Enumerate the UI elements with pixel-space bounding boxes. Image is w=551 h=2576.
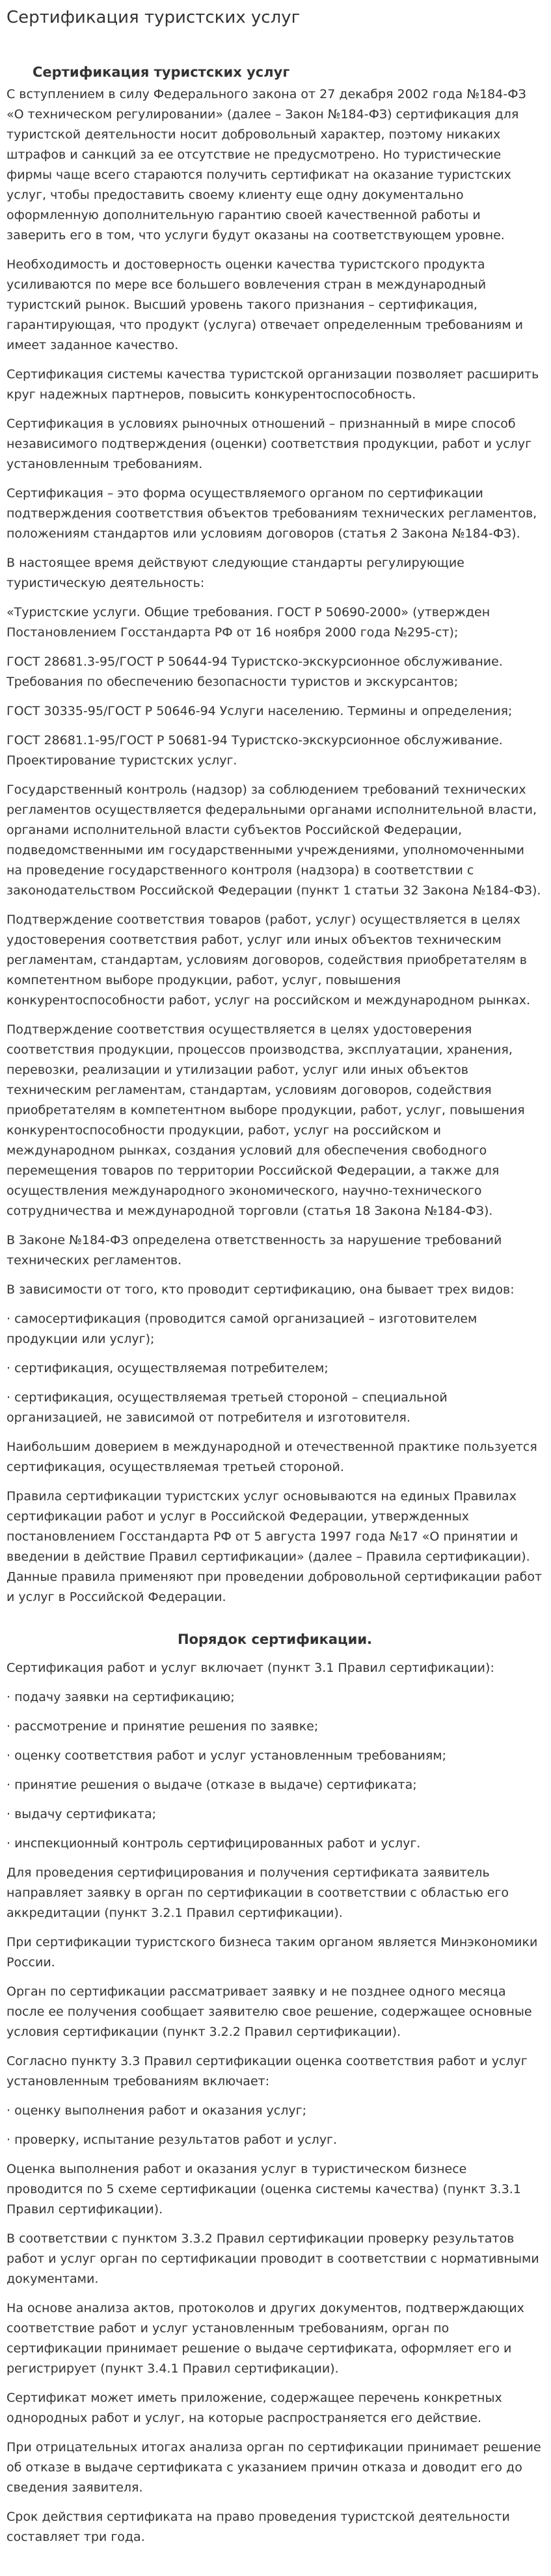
paragraph: Правила сертификации туристских услуг основываются на единых Правилах сертификации работ и услуг в Российской Федерации, утвержденных постановлением Госстандарта РФ от 5 августа 1997 года №17 «О принятии и введении в действие Правил сертификации» (далее – Правила сертификации). Данные правила применяют при проведении добровольной сертификации работ и услуг в Российской Федерации. [7,1489,543,1604]
paragraph: Для проведения сертифицирования и получения сертификата заявитель направляет заявку в орган по сертификации в соответствии с областью его аккредитации (пункт 3.2.1 Правил сертификации). [7,1866,509,1920]
paragraph: Сертификация работ и услуг включает (пункт 3.1 Правил сертификации): [7,1661,494,1675]
bullet-item: · выдачу сертификата; [7,1807,157,1821]
procedure-section [7,1658,543,2547]
section-title: Порядок сертификации. [177,1632,373,1647]
paragraph: В настоящее время действуют следующие стандарты регулирующие туристическую деятельность: [7,556,464,590]
bullet-item: · рассмотрение и принятие решения по заявке; [7,1719,319,1734]
paragraph: При сертификации туристского бизнеса таким органом является Минэкономики России. [7,1935,538,1970]
bullet-item: · оценку выполнения работ и оказания услуг; [7,2103,306,2118]
standard-item: ГОСТ 30335-95/ГОСТ Р 50646-94 Услуги населению. Термины и определения; [7,704,513,718]
paragraph: Орган по сертификации рассматривает заявку и не позднее одного месяца после ее получения сообщает заявителю свое решение, содержащее основные условия сертификации (пункт 3.2.2 Правил сертификации). [7,1984,532,2039]
paragraph: Необходимость и достоверность оценки качества туристского продукта усиливаются по мере все большего вовлечения стран в международный туристский рынок. Высший уровень такого признания – сертификация, гарантирующая, что продукт (услуга) отвечает определенным требованиям и имеет заданное качество. [7,257,523,352]
paragraph: Наибольшим доверием в международной и отечественной практике пользуется сертификация, осуществляемая третьей стороной. [7,1440,537,1474]
paragraph: С вступлением в силу Федерального закона от 27 декабря 2002 года №184-ФЗ «О техническом регулировании» (далее – Закон №184-ФЗ) сертификация для туристской деятельности носит добровольный характер, поэтому никаких штрафов и санкций за ее отсутствие не предусмотрено. Но туристические фирмы чаще всего стараются получить сертификат на оказание туристских услуг, чтобы предоставить своему клиенту еще одну документально оформленную дополнительную гарантию своей качественной работы и заверить его в том, что услуги будут оказаны на соответствующем уровне. [7,87,526,242]
paragraph: Подтверждение соответствия осуществляется в целях удостоверения соответствия продукции, процессов производства, эксплуатации, хранения, перевозки, реализации и утилизации работ, услуг или иных объектов техническим регламентам, стандартам, условиям договоров, содействия приобретателям в компетентном выборе продукции, работ, услуг, повышения конкурентоспособности продукции, работ, услуг на российском и международном рынках, создания условий для обеспечения свободного перемещения товаров по территории Российской Федерации, а также для осуществления международного экономического, научно-технического сотрудничества и международной торговли (статья 18 Закона №184-ФЗ). [7,1022,525,1218]
bullet-item: · сертификация, осуществляемая потребителем; [7,1361,329,1375]
intro-section [7,85,543,1607]
bullet-item: · проверку, испытание результатов работ и услуг. [7,2133,338,2147]
bullet-item: · сертификация, осуществляемая третьей стороной – специальной организацией, не зависимой от потребителя и изготовителя. [7,1390,448,1425]
standard-item: ГОСТ 28681.1-95/ГОСТ Р 50681-94 Туристско-экскурсионное обслуживание. Проектирование туристских услуг. [7,733,503,768]
paragraph: Сертификация – это форма осуществляемого органом по сертификации подтверждения соответствия объектов требованиям технических регламентов, положениям стандартов или условиям договоров (статья 2 Закона №184-ФЗ). [7,486,537,541]
paragraph: Согласно пункту 3.3 Правил сертификации оценка соответствия работ и услуг установленным требованиям включает: [7,2054,528,2088]
bullet-item: · оценку соответствия работ и услуг установленным требованиям; [7,1749,447,1763]
paragraph: Сертификация в условиях рыночных отношений – признанный в мире способ независимого подтверждения (оценки) соответствия продукции, работ и услуг установленным требованиям. [7,417,532,471]
paragraph: Подтверждение соответствия товаров (работ, услуг) осуществляется в целях удостоверения соответствия работ, услуг или иных объектов техническим регламентам, стандартам, условиям договоров, содействия приобретателям в компетентном выборе продукции, работ, услуг, повышения конкурентоспособности работ, услуг на российском и международном рынках. [7,913,531,1008]
paragraph: Оценка выполнения работ и оказания услуг в туристическом бизнесе проводится по 5 схеме сертификации (оценка системы качества) (пункт 3.3.1 Правил сертификации). [7,2162,521,2217]
paragraph: Сертификат может иметь приложение, содержащее перечень конкретных однородных работ и услуг, на которые распространяется его действие. [7,2391,502,2425]
bullet-item: · инспекционный контроль сертифицированных работ и услуг. [7,1836,421,1851]
bullet-item: · самосертификация (проводится самой организацией – изготовителем продукции или услуг); [7,1312,477,1346]
paragraph: Государственный контроль (надзор) за соблюдением требований технических регламентов осуществляется федеральными органами исполнительной власти, органами исполнительной власти субъектов Российской Федерации, подведомственными им государственными учреждениями, уполномоченными на проведение государственного контроля (надзора) в соответствии с законодательством Российской Федерации (пункт 1 статьи 32 Закона №184-ФЗ). [7,783,541,898]
paragraph: В соответствии с пунктом 3.3.2 Правил сертификации проверку результатов работ и услуг орган по сертификации проводит в соответствии с нормативными документами. [7,2231,539,2286]
bullet-item: · принятие решения о выдаче (отказе в выдаче) сертификата; [7,1778,417,1792]
paragraph: Срок действия сертификата на право проведения туристской деятельности составляет три года. [7,2510,510,2544]
bullet-item: · подачу заявки на сертификацию; [7,1690,235,1704]
paragraph: Сертификация системы качества туристской организации позволяет расширить круг надежных партнеров, повысить конкурентоспособность. [7,367,539,402]
article-title: Сертификация туристских услуг [33,64,290,80]
paragraph: При отрицательных итогах анализа орган по сертификации принимает решение об отказе в выдаче сертификата с указанием причин отказа и доводит его до сведения заявителя. [7,2440,541,2495]
standard-item: «Туристские услуги. Общие требования. ГОСТ Р 50690-2000» (утвержден Постановлением Госстандарта РФ от 16 ноября 2000 года №295-ст); [7,605,491,640]
paragraph: На основе анализа актов, протоколов и других документов, подтверждающих соответствие работ и услуг установленным требованиям, орган по сертификации принимает решение о выдаче сертификата, оформляет его и регистрирует (пункт 3.4.1 Правил сертификации). [7,2301,524,2376]
paragraph: В Законе №184-ФЗ определена ответственность за нарушение требований технических регламентов. [7,1233,502,1268]
page-title: Сертификация туристских услуг [7,8,301,27]
paragraph: В зависимости от того, кто проводит сертификацию, она бывает трех видов: [7,1282,515,1297]
standard-item: ГОСТ 28681.3-95/ГОСТ Р 50644-94 Туристско-экскурсионное обслуживание. Требования по обеспечению безопасности туристов и экскурсантов; [7,655,503,689]
